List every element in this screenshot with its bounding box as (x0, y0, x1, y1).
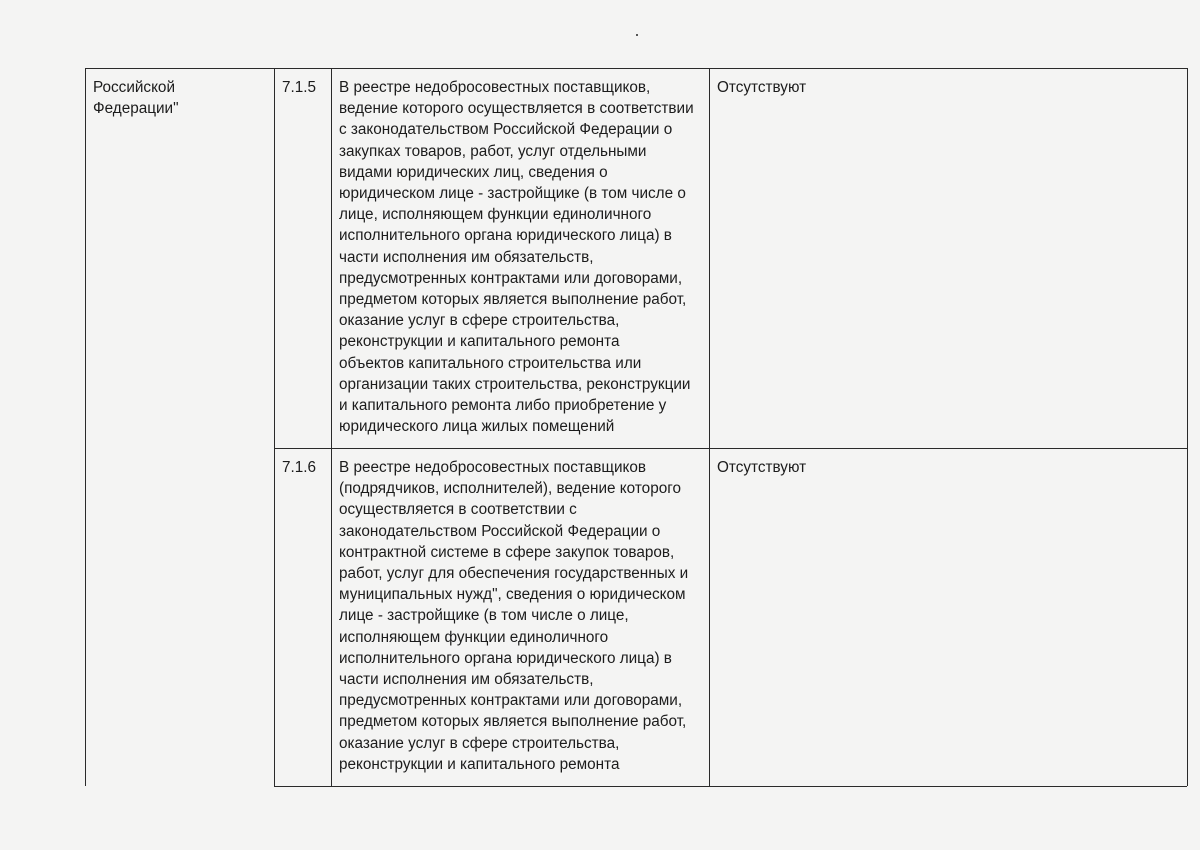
table-top-border (85, 68, 1187, 69)
row-status: Отсутствуют (717, 459, 807, 476)
row-number: 7.1.5 (282, 79, 317, 96)
table-right-border (1187, 68, 1188, 786)
table-left-border (85, 68, 86, 786)
column-divider-3 (709, 68, 710, 786)
row-number: 7.1.6 (282, 459, 317, 476)
subject-cell: Российской Федерации" (93, 79, 179, 118)
row-status: Отсутствуют (717, 79, 807, 96)
column-divider-1 (274, 68, 275, 786)
row-description: В реестре недобросовестных поставщиков (подрядчиков, исполнителей), ведение которого осуществляется в соответствии с законодательством Российской Федерации о контрактной системе в сфере закупок товаров, работ, услуг для обеспечения государственных и муниципальных нужд", сведения о юридическом лице - застройщике (в том числе о лице, исполняющем функции единоличного исполнительного органа юридического лица) в части исполнения им обязательств, предусмотренных контрактами или договорами, предметом которых является выполнение работ, оказание услуг в сфере строительства, реконструкции и капитального ремонта (339, 459, 689, 773)
column-divider-2 (331, 68, 332, 786)
table-bottom-border (274, 786, 1187, 787)
row-divider (274, 448, 1187, 449)
row-description: В реестре недобросовестных поставщиков, ведение которого осуществляется в соответствии с законодательством Российской Федерации о закупках товаров, работ, услуг отдельными видами юридических лиц, сведения о юридическом лице - застройщике (в том числе о лице, исполняющем функции единоличного исполнительного органа юридического лица) в части исполнения им обязательств, предусмотренных контрактами или договорами, предметом которых является выполнение работ, оказание услуг в сфере строительства, реконструкции и капитального ремонта объектов капитального строительства или организации таких строительства, реконструкции и капитального ремонта либо приобретение у юридического лица жилых помещений (339, 79, 694, 436)
scan-speck (636, 34, 638, 36)
